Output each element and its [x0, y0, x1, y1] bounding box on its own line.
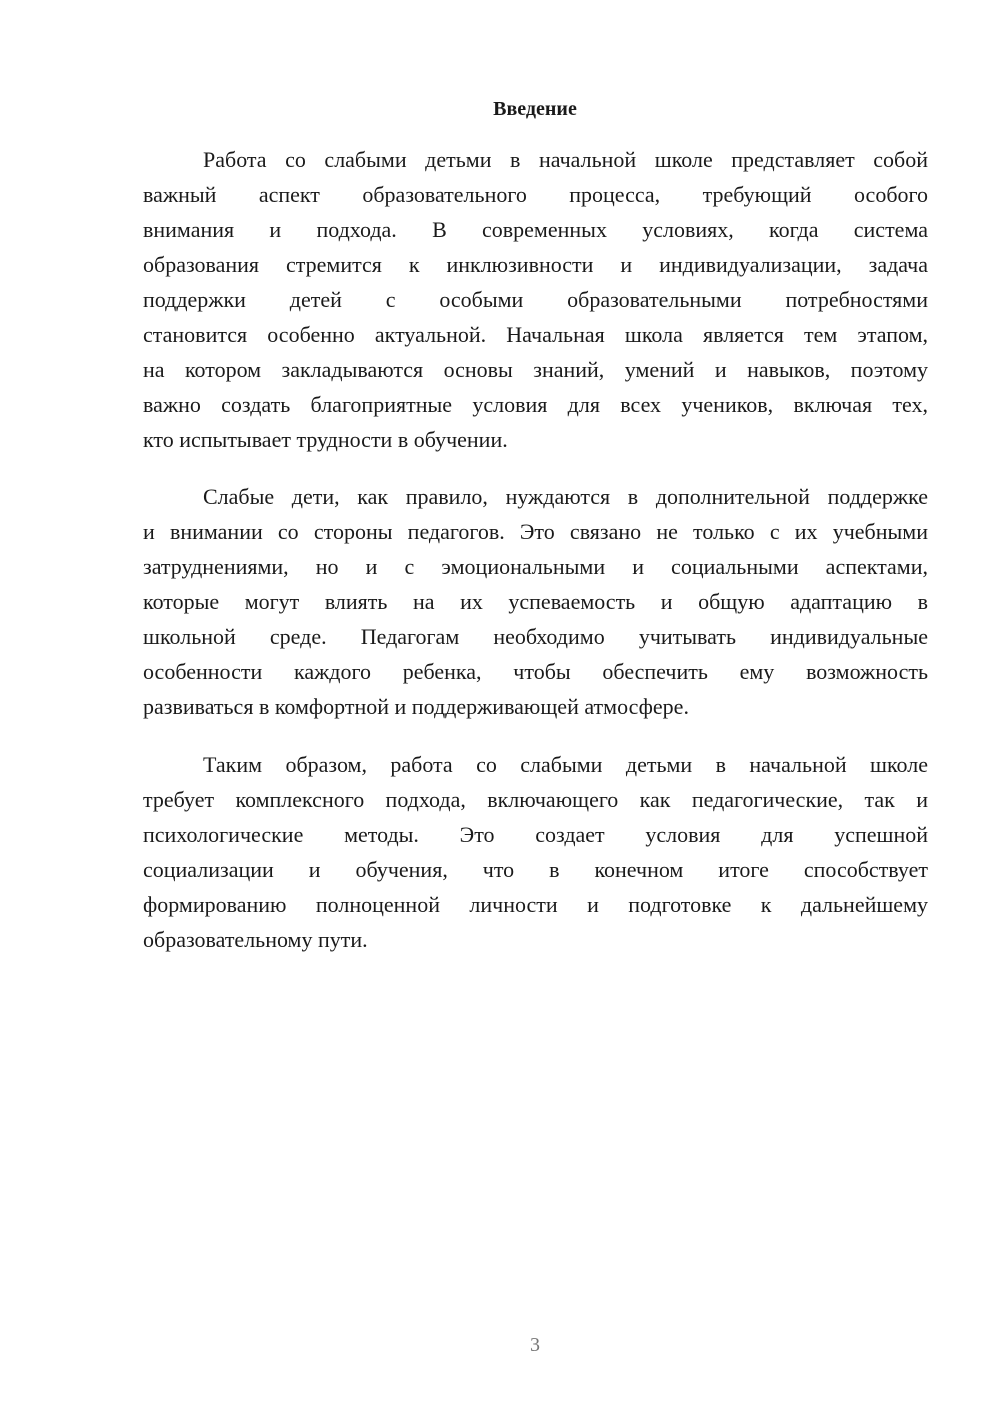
text-line: психологические методы. Это создает условия для успешной — [143, 822, 928, 847]
text-line: образования стремится к инклюзивности и индивидуализации, задача — [143, 252, 928, 277]
text-line: развиваться в комфортной и поддерживающей атмосфере. — [143, 694, 689, 719]
text-line: требует комплексного подхода, включающего как педагогические, так и — [143, 787, 928, 812]
text-line: Работа со слабыми детьми в начальной школе представляет собой — [203, 147, 928, 172]
page-number: 3 — [530, 1334, 540, 1356]
text-line: социализации и обучения, что в конечном итоге способствует — [143, 857, 928, 882]
section-title: Введение — [493, 98, 577, 120]
text-line: которые могут влиять на их успеваемость и общую адаптацию в — [143, 589, 928, 614]
paragraph-2 — [143, 479, 928, 724]
text-line: на котором закладываются основы знаний, умений и навыков, поэтому — [143, 357, 928, 382]
text-line: Таким образом, работа со слабыми детьми в начальной школе — [203, 752, 928, 777]
text-line: школьной среде. Педагогам необходимо учитывать индивидуальные — [143, 624, 928, 649]
text-line: особенности каждого ребенка, чтобы обеспечить ему возможность — [143, 659, 928, 684]
text-line: формированию полноценной личности и подготовке к дальнейшему — [143, 892, 928, 917]
text-line: становится особенно актуальной. Начальная школа является тем этапом, — [143, 322, 928, 347]
text-line: и внимании со стороны педагогов. Это связано не только с их учебными — [143, 519, 928, 544]
text-line: внимания и подхода. В современных условиях, когда система — [143, 217, 928, 242]
text-line: поддержки детей с особыми образовательными потребностями — [143, 287, 928, 312]
text-line: важный аспект образовательного процесса, требующий особого — [143, 182, 928, 207]
text-line: Слабые дети, как правило, нуждаются в дополнительной поддержке — [203, 484, 928, 509]
text-line: кто испытывает трудности в обучении. — [143, 427, 508, 452]
text-line: образовательному пути. — [143, 927, 368, 952]
text-line: важно создать благоприятные условия для всех учеников, включая тех, — [143, 392, 928, 417]
paragraph-1 — [143, 142, 928, 457]
paragraph-3 — [143, 747, 928, 957]
text-line: затруднениями, но и с эмоциональными и социальными аспектами, — [143, 554, 928, 579]
